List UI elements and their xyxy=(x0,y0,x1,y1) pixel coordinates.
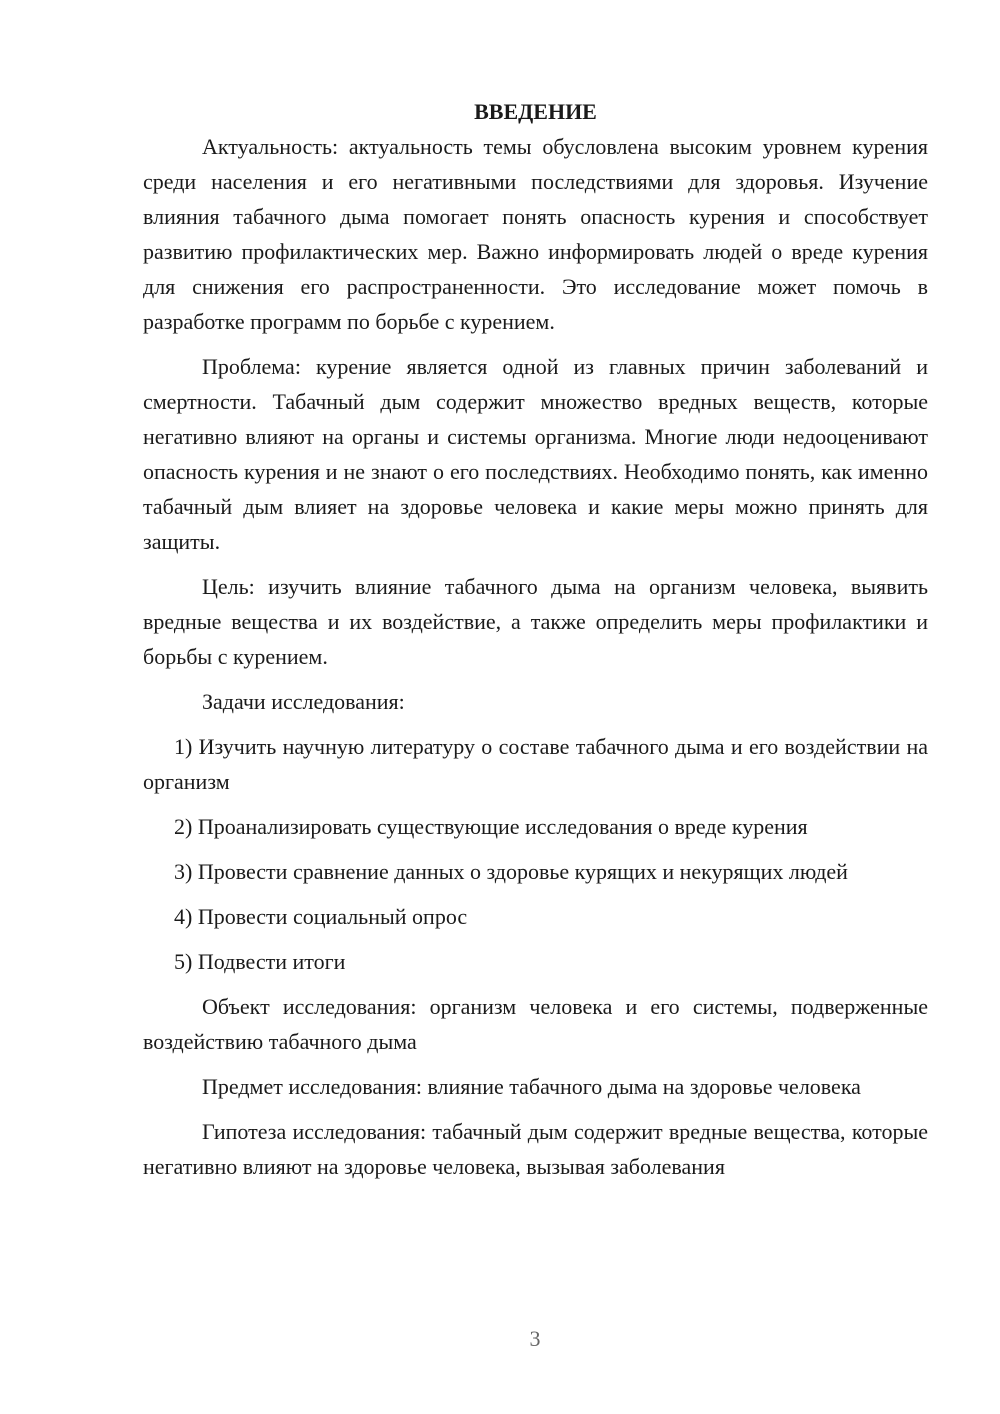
page-number: 3 xyxy=(529,1326,541,1351)
task-item-1: 1) Изучить научную литературу о составе табачного дыма и его воздействии на организм xyxy=(143,734,928,794)
paragraph-relevance: Актуальность: актуальность темы обусловлена высоким уровнем курения среди населения и его негативными последствиями для здоровья. Изучение влияния табачного дыма помогает понять опасность курения и способствует развитию профилактических мер. Важно информировать людей о вреде курения для снижения его распространенности. Это исследование может помочь в разработке программ по борьбе с курением. xyxy=(143,134,928,334)
paragraph-tasks-title: Задачи исследования: xyxy=(202,689,405,714)
paragraph-subject: Предмет исследования: влияние табачного дыма на здоровье человека xyxy=(202,1074,861,1099)
section-heading: ВВЕДЕНИЕ xyxy=(474,99,597,124)
task-item-3: 3) Провести сравнение данных о здоровье курящих и некурящих людей xyxy=(174,859,848,884)
task-item-4: 4) Провести социальный опрос xyxy=(174,904,468,929)
page-content xyxy=(143,94,928,1184)
paragraph-goal: Цель: изучить влияние табачного дыма на организм человека, выявить вредные вещества и их воздействие, а также определить меры профилактики и борьбы с курением. xyxy=(143,574,928,669)
paragraph-hypothesis: Гипотеза исследования: табачный дым содержит вредные вещества, которые негативно влияют на здоровье человека, вызывая заболевания xyxy=(143,1119,928,1179)
paragraph-problem: Проблема: курение является одной из главных причин заболеваний и смертности. Табачный дым содержит множество вредных веществ, которые негативно влияют на органы и системы организма. Многие люди недооценивают опасность курения и не знают о его последствиях. Необходимо понять, как именно табачный дым влияет на здоровье человека и какие меры можно принять для защиты. xyxy=(143,354,928,554)
task-item-5: 5) Подвести итоги xyxy=(174,949,346,974)
paragraph-object: Объект исследования: организм человека и его системы, подверженные воздействию табачного дыма xyxy=(143,994,928,1054)
task-item-2: 2) Проанализировать существующие исследования о вреде курения xyxy=(174,814,808,839)
